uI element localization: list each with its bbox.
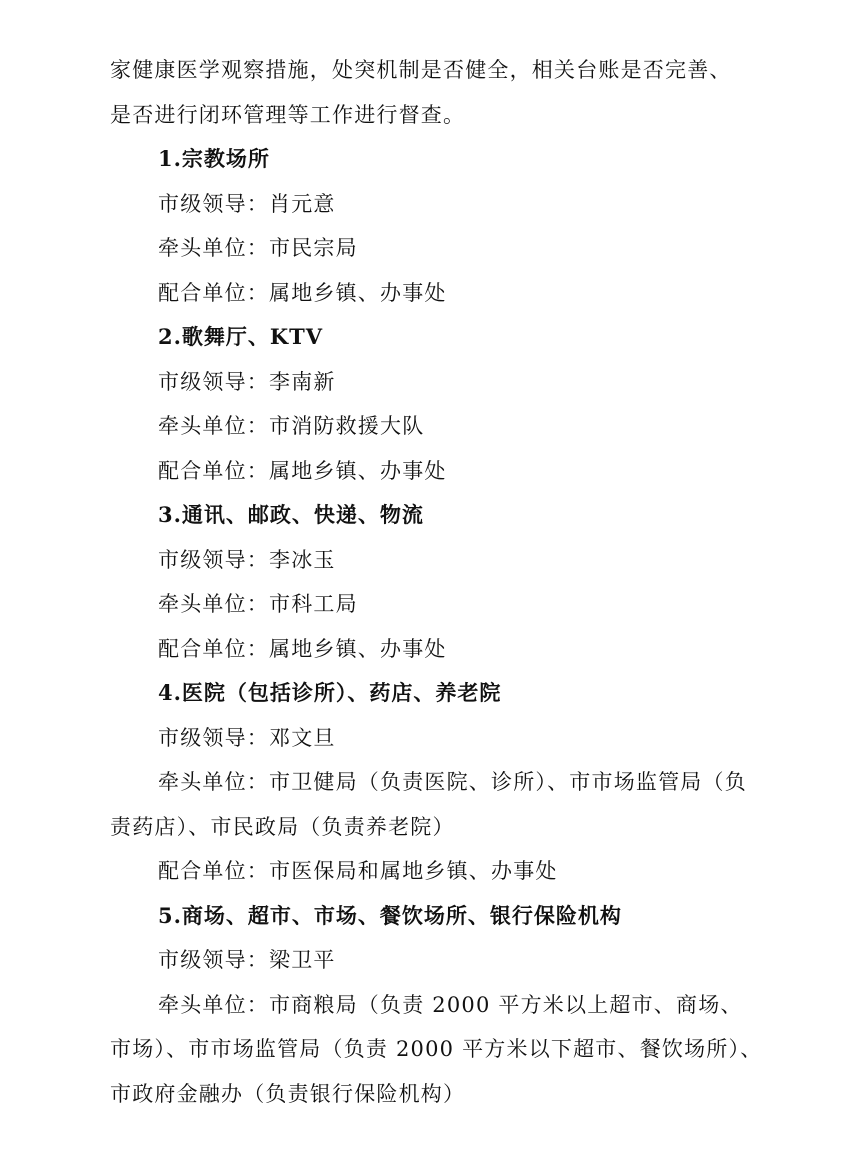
- section-4-lead-unit-line-2: 责药店）、市民政局（负责养老院）: [110, 814, 455, 839]
- section-4-lead-unit-line-1: 牵头单位：市卫健局（负责医院、诊所）、市市场监管局（负: [158, 770, 747, 794]
- intro-line-1: 家健康医学观察措施，处突机制是否健全，相关台账是否完善、: [110, 58, 732, 82]
- section-5-leader: 市级领导：梁卫平: [158, 948, 336, 972]
- section-5-lead-unit-line-2: 市场）、市市场监管局（负责 2000 平方米以下超市、餐饮场所）、: [110, 1037, 763, 1061]
- section-3-coop-unit: 配合单位：属地乡镇、办事处: [158, 636, 447, 661]
- intro-line-2: 是否进行闭环管理等工作进行督查。: [110, 102, 466, 127]
- section-1-leader: 市级领导：肖元意: [158, 191, 336, 216]
- section-2-lead-unit: 牵头单位：市消防救援大队: [158, 414, 425, 438]
- section-5-lead-unit-line-3: 市政府金融办（负责银行保险机构）: [110, 1081, 466, 1106]
- section-4-leader: 市级领导：邓文旦: [158, 725, 336, 750]
- section-heading-1: 1.宗教场所: [158, 146, 270, 171]
- section-2-coop-unit: 配合单位：属地乡镇、办事处: [158, 458, 447, 483]
- section-heading-2: 2.歌舞厅、KTV: [158, 324, 324, 349]
- section-3-leader: 市级领导：李冰玉: [158, 547, 336, 572]
- section-heading-3: 3.通讯、邮政、快递、物流: [158, 502, 424, 527]
- section-4-coop-unit: 配合单位：市医保局和属地乡镇、办事处: [158, 859, 558, 883]
- document-page: [110, 48, 790, 1116]
- section-heading-4: 4.医院（包括诊所）、药店、养老院: [158, 680, 502, 705]
- section-3-lead-unit: 牵头单位：市科工局: [158, 592, 358, 616]
- section-1-lead-unit: 牵头单位：市民宗局: [158, 236, 358, 260]
- section-5-lead-unit-line-1: 牵头单位：市商粮局（负责 2000 平方米以上超市、商场、: [158, 992, 743, 1017]
- section-1-coop-unit: 配合单位：属地乡镇、办事处: [158, 280, 447, 305]
- section-heading-5: 5.商场、超市、市场、餐饮场所、银行保险机构: [158, 902, 622, 928]
- section-2-leader: 市级领导：李南新: [158, 369, 336, 394]
